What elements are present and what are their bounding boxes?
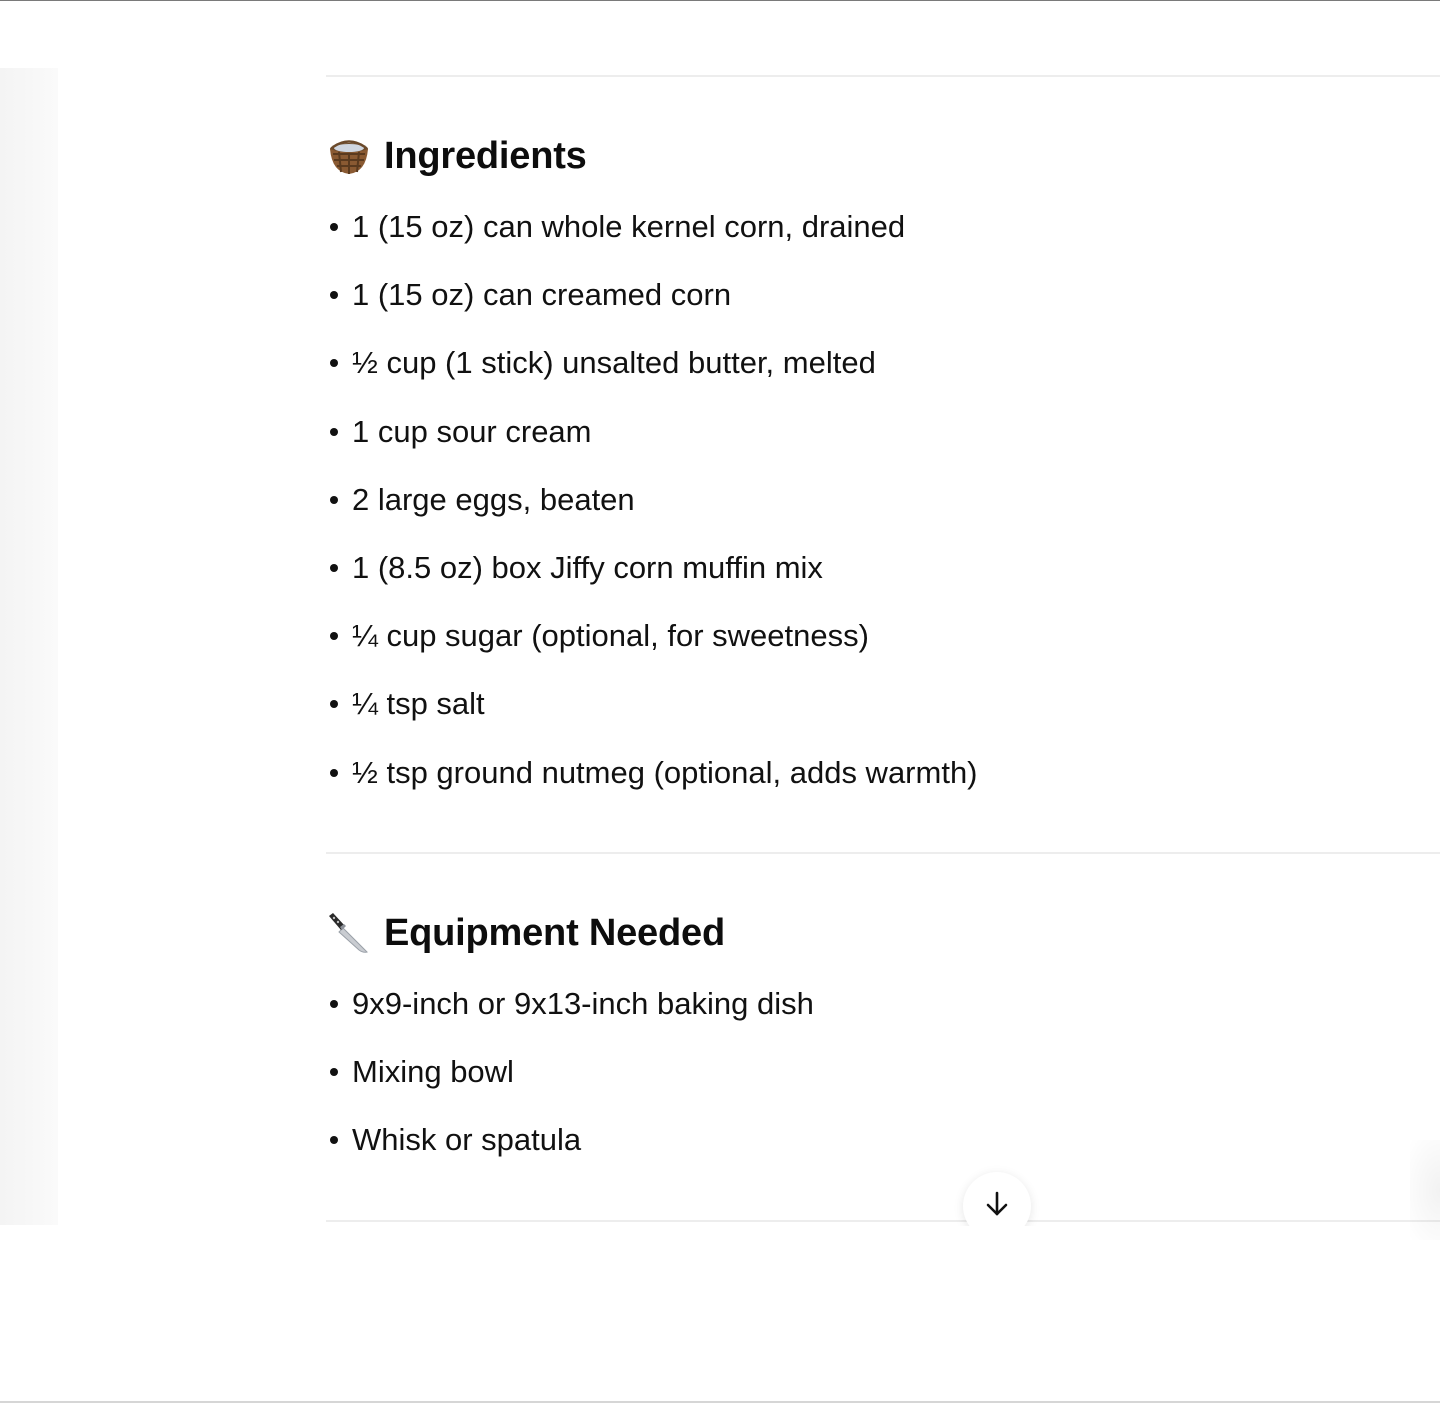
list-item — [327, 1106, 814, 1174]
list-item-text: 1 (15 oz) can creamed corn — [352, 277, 732, 313]
bullet-icon — [330, 291, 338, 299]
ingredients-title: Ingredients — [384, 134, 587, 177]
list-item-text: Mixing bowl — [352, 1054, 514, 1090]
bullet-icon — [330, 428, 338, 436]
section-divider — [326, 852, 1440, 854]
arrow-down-icon — [982, 1189, 1012, 1224]
list-item-text: 1 cup sour cream — [352, 413, 592, 449]
list-item — [327, 1038, 814, 1106]
list-item — [327, 261, 978, 329]
viewport-bottom-area — [0, 1226, 1440, 1401]
list-item-text: ¼ cup sugar (optional, for sweetness) — [352, 618, 869, 654]
list-item-text: 9x9-inch or 9x13-inch baking dish — [352, 986, 814, 1022]
ingredients-heading — [327, 131, 587, 181]
list-item-text: 1 (15 oz) can whole kernel corn, drained — [352, 209, 906, 245]
bullet-icon — [330, 223, 338, 231]
equipment-title: Equipment Needed — [384, 911, 725, 954]
bullet-icon — [330, 496, 338, 504]
section-divider — [326, 1220, 1440, 1222]
bullet-icon — [330, 564, 338, 572]
bullet-icon — [330, 1000, 338, 1008]
section-divider — [326, 75, 1440, 77]
basket-icon — [327, 134, 371, 178]
kitchen-knife-icon — [327, 911, 371, 955]
bullet-icon — [330, 700, 338, 708]
bullet-icon — [330, 1068, 338, 1076]
list-item — [327, 534, 978, 602]
list-item-text: 1 (8.5 oz) box Jiffy corn muffin mix — [352, 550, 823, 586]
list-item — [327, 739, 978, 807]
list-item — [327, 970, 814, 1038]
list-item — [327, 602, 978, 670]
bullet-icon — [330, 359, 338, 367]
bullet-icon — [330, 1136, 338, 1144]
equipment-list — [327, 970, 814, 1175]
ingredients-list — [327, 193, 978, 807]
list-item — [327, 329, 978, 397]
equipment-heading — [327, 908, 725, 958]
list-item — [327, 466, 978, 534]
list-item-text: Whisk or spatula — [352, 1122, 582, 1158]
bullet-icon — [330, 769, 338, 777]
list-item — [327, 193, 978, 261]
list-item-text: ½ tsp ground nutmeg (optional, adds warmth) — [352, 754, 978, 790]
list-item — [327, 670, 978, 738]
list-item-text: ¼ tsp salt — [352, 686, 485, 722]
bullet-icon — [330, 632, 338, 640]
list-item — [327, 398, 978, 466]
list-item-text: ½ cup (1 stick) unsalted butter, melted — [352, 345, 876, 381]
edge-shadow — [1410, 1140, 1440, 1240]
list-item-text: 2 large eggs, beaten — [352, 481, 635, 517]
